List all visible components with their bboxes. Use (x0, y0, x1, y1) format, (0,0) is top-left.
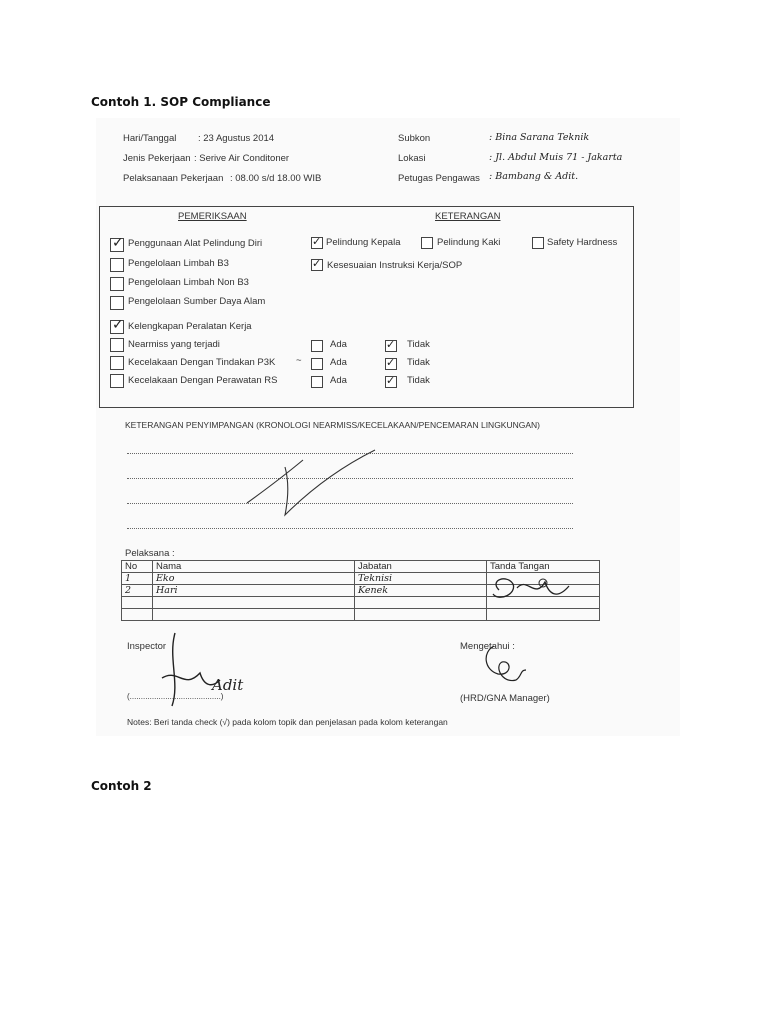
label-p3k-ada: Ada (330, 357, 347, 368)
manager-label: (HRD/GNA Manager) (460, 693, 550, 704)
option-kesesuaian: Kesesuaian Instruksi Kerja/SOP (327, 260, 463, 271)
inspector-name-line: (.........................................) (127, 692, 224, 701)
petugas-value: : Bambang & Adit. (489, 171, 579, 182)
option-pelindung-kaki: Pelindung Kaki (437, 237, 501, 248)
checkbox-nearmiss-tidak[interactable] (385, 340, 397, 352)
label-rs-ada: Ada (330, 375, 347, 386)
notes: Notes: Beri tanda check (√) pada kolom topik dan penjelasan pada kolom keterangan (127, 717, 448, 727)
checkbox-limbah-b3[interactable] (110, 258, 124, 272)
label-nearmiss-ada: Ada (330, 339, 347, 350)
jenis-label: Jenis Pekerjaan (123, 153, 191, 164)
checkbox-rs-ada[interactable] (311, 376, 323, 388)
penyimpangan-label: KETERANGAN PENYIMPANGAN (KRONOLOGI NEARMISS/KECELAKAAN/PENCEMARAN LINGKUNGAN) (125, 420, 541, 430)
checkbox-nearmiss[interactable] (110, 338, 124, 352)
signature-workers (487, 570, 572, 610)
checkbox-limbah-non-b3[interactable] (110, 277, 124, 291)
checkbox-pelindung-kepala[interactable] (311, 237, 323, 249)
header-tanda-tangan: Tanda Tangan (487, 561, 600, 573)
subkon-value: : Bina Sarana Teknik (489, 132, 590, 143)
keterangan-header: KETERANGAN (435, 211, 501, 222)
header-jabatan: Jabatan (355, 561, 487, 573)
cell-jabatan: Teknisi (355, 573, 487, 585)
cell-no: 1 (122, 573, 153, 585)
check-label-limbah-non-b3: Pengelolaan Limbah Non B3 (128, 277, 249, 288)
hari-label: Hari/Tanggal (123, 133, 177, 144)
cell-no: 2 (122, 585, 153, 597)
cell-nama: Eko (153, 573, 355, 585)
dotted-line (127, 528, 573, 529)
heading-example-1: Contoh 1. SOP Compliance (91, 95, 271, 109)
header-no: No (122, 561, 153, 573)
inspector-label: Inspector (127, 641, 167, 652)
checkbox-p3k-ada[interactable] (311, 358, 323, 370)
header-nama: Nama (153, 561, 355, 573)
check-label-nearmiss: Nearmiss yang terjadi (128, 339, 220, 350)
signature-inspector (160, 628, 230, 710)
checkbox-p3k-tidak[interactable] (385, 358, 397, 370)
cell-jabatan: Kenek (355, 585, 487, 597)
check-label-sumber-daya: Pengelolaan Sumber Daya Alam (128, 296, 266, 307)
hari-value: : 23 Agustus 2014 (198, 133, 275, 144)
label-p3k-tidak: Tidak (407, 357, 430, 368)
strike-scribble (245, 445, 380, 520)
option-safety-hardness: Safety Hardness (547, 237, 618, 248)
checkbox-apd[interactable] (110, 238, 124, 252)
check-label-apd: Penggunaan Alat Pelindung Diri (128, 238, 263, 249)
check-label-kelengkapan: Kelengkapan Peralatan Kerja (128, 321, 252, 332)
checkbox-sumber-daya[interactable] (110, 296, 124, 310)
check-label-p3k: Kecelakaan Dengan Tindakan P3K (128, 357, 276, 368)
pelaksanaan-label: Pelaksanaan Pekerjaan (123, 173, 224, 184)
pelaksana-label: Pelaksana : (125, 548, 175, 559)
checkbox-rs[interactable] (110, 374, 124, 388)
lokasi-label: Lokasi (398, 153, 426, 164)
pelaksanaan-value: : 08.00 s/d 18.00 WIB (230, 173, 322, 184)
jenis-value: : Serive Air Conditoner (194, 153, 290, 164)
option-pelindung-kepala: Pelindung Kepala (326, 237, 401, 248)
subkon-label: Subkon (398, 133, 431, 144)
checkbox-p3k[interactable] (110, 356, 124, 370)
checkbox-rs-tidak[interactable] (385, 376, 397, 388)
check-label-rs: Kecelakaan Dengan Perawatan RS (128, 375, 278, 386)
checkbox-nearmiss-ada[interactable] (311, 340, 323, 352)
label-rs-tidak: Tidak (407, 375, 430, 386)
label-nearmiss-tidak: Tidak (407, 339, 430, 350)
pemeriksaan-header: PEMERIKSAAN (178, 211, 247, 222)
checkbox-kesesuaian[interactable] (311, 259, 323, 271)
cell-nama: Hari (153, 585, 355, 597)
signature-manager (472, 640, 532, 690)
mengetahui-label: Mengetahui : (460, 641, 515, 652)
checkbox-safety-hardness[interactable] (532, 237, 544, 249)
dash-mark: ~ (296, 355, 302, 366)
checkbox-kelengkapan[interactable] (110, 320, 124, 334)
lokasi-value: : Jl. Abdul Muis 71 - Jakarta (489, 152, 623, 163)
inspector-sig-text: Adit (212, 676, 244, 694)
check-label-limbah-b3: Pengelolaan Limbah B3 (128, 258, 229, 269)
checkbox-pelindung-kaki[interactable] (421, 237, 433, 249)
petugas-label: Petugas Pengawas (398, 173, 480, 184)
table-row (122, 609, 600, 621)
heading-example-2: Contoh 2 (91, 779, 152, 793)
